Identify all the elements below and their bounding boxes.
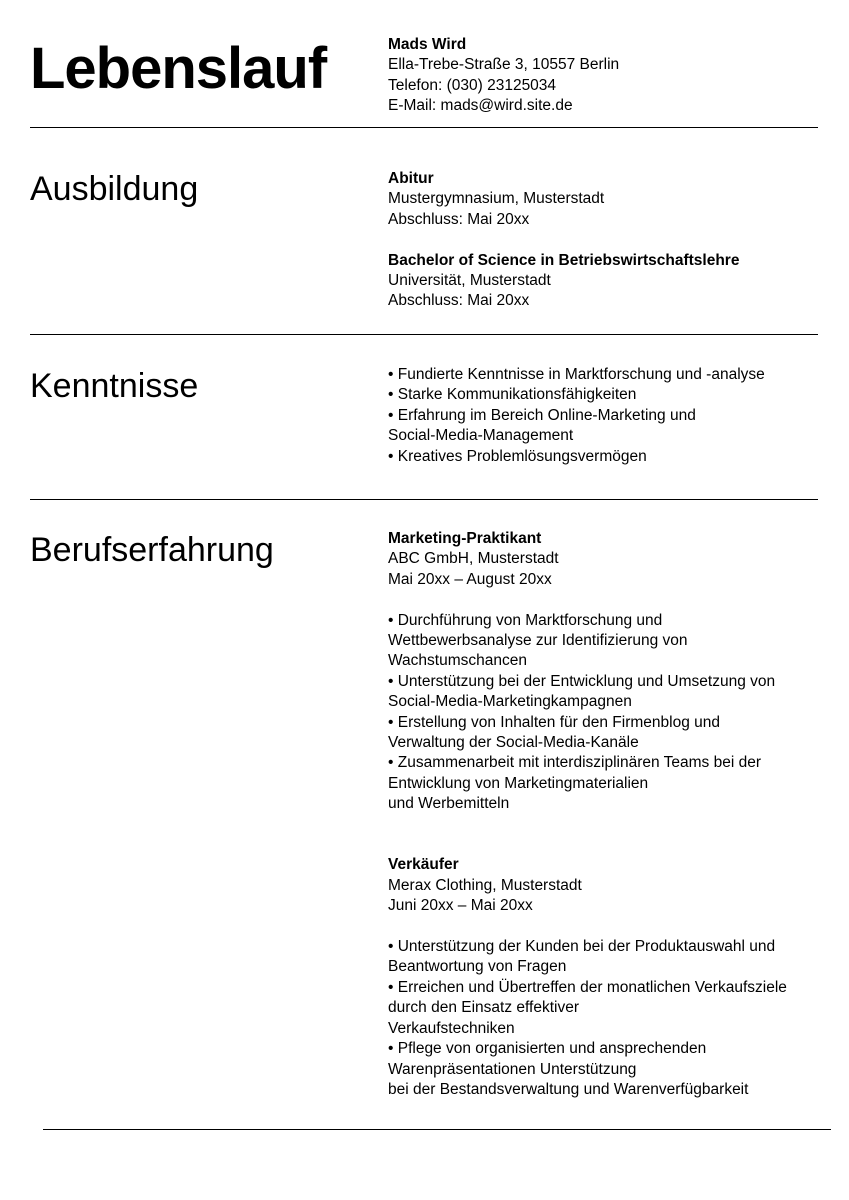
education-degree: Bachelor of Science in Betriebswirtschaftslehre	[388, 251, 740, 269]
job-title: Marketing-Praktikant	[388, 530, 542, 547]
contact-address: Ella-Trebe-Straße 3, 10557 Berlin	[388, 56, 620, 74]
job-detail-line: Beantwortung von Fragen	[388, 958, 567, 976]
job-detail-line: Warenpräsentationen Unterstützung	[388, 1060, 637, 1078]
education-graduation: Abschluss: Mai 20xx	[388, 292, 530, 310]
skills-line: • Kreatives Problemlösungsvermögen	[388, 447, 647, 465]
contact-email: E-Mail: mads@wird.site.de	[388, 97, 573, 115]
job-detail-line: Wachstumschancen	[388, 652, 527, 670]
job-detail-line: Verkaufstechniken	[388, 1019, 515, 1037]
skills-line: • Fundierte Kenntnisse in Marktforschung und -analyse	[388, 366, 765, 383]
job-detail-line: • Unterstützung der Kunden bei der Produktauswahl und	[388, 938, 776, 956]
contact-name: Mads Wird	[388, 36, 467, 53]
page-title: Lebenslauf	[30, 36, 327, 101]
education-block	[388, 169, 818, 312]
education-heading: Ausbildung	[30, 170, 199, 208]
experience-block	[388, 529, 818, 1100]
experience-heading: Berufserfahrung	[30, 531, 274, 569]
job-detail-line: • Unterstützung bei der Entwicklung und Umsetzung von	[388, 672, 776, 690]
contact-block	[388, 35, 818, 117]
education-institution: Mustergymnasium, Musterstadt	[388, 190, 605, 208]
job-detail-line: durch den Einsatz effektiver	[388, 999, 579, 1017]
job-period: Mai 20xx – August 20xx	[388, 570, 552, 588]
job-detail-line: Verwaltung der Social-Media-Kanäle	[388, 734, 639, 752]
job-detail-line: • Durchführung von Marktforschung und	[388, 611, 663, 629]
job-detail-line: bei der Bestandsverwaltung und Warenverfügbarkeit	[388, 1080, 749, 1098]
education-graduation: Abschluss: Mai 20xx	[388, 210, 530, 228]
job-detail-line: • Pflege von organisierten und ansprechenden	[388, 1040, 707, 1058]
divider	[30, 499, 818, 500]
divider	[30, 127, 818, 128]
job-company: ABC GmbH, Musterstadt	[388, 550, 559, 568]
job-detail-line: • Erreichen und Übertreffen der monatlichen Verkaufsziele	[388, 978, 787, 996]
contact-phone: Telefon: (030) 23125034	[388, 76, 557, 94]
job-detail-line: und Werbemitteln	[388, 795, 510, 813]
skills-line: • Starke Kommunikationsfähigkeiten	[388, 386, 637, 404]
job-detail-line: Social-Media-Marketingkampagnen	[388, 693, 632, 711]
divider	[43, 1129, 831, 1130]
education-degree: Abitur	[388, 170, 434, 187]
skills-block	[388, 365, 818, 467]
skills-heading: Kenntnisse	[30, 367, 199, 405]
job-period: Juni 20xx – Mai 20xx	[388, 897, 533, 915]
job-detail-line: Wettbewerbsanalyse zur Identifizierung von	[388, 632, 688, 650]
job-detail-line: • Zusammenarbeit mit interdisziplinären Teams bei der	[388, 754, 761, 772]
divider	[30, 334, 818, 335]
skills-line: • Erfahrung im Bereich Online-Marketing und	[388, 406, 696, 424]
job-detail-line: Entwicklung von Marketingmaterialien	[388, 774, 649, 792]
education-institution: Universität, Musterstadt	[388, 272, 551, 290]
job-company: Merax Clothing, Musterstadt	[388, 876, 582, 894]
job-title: Verkäufer	[388, 856, 459, 874]
skills-line: Social-Media-Management	[388, 427, 574, 445]
job-detail-line: • Erstellung von Inhalten für den Firmenblog und	[388, 713, 720, 731]
